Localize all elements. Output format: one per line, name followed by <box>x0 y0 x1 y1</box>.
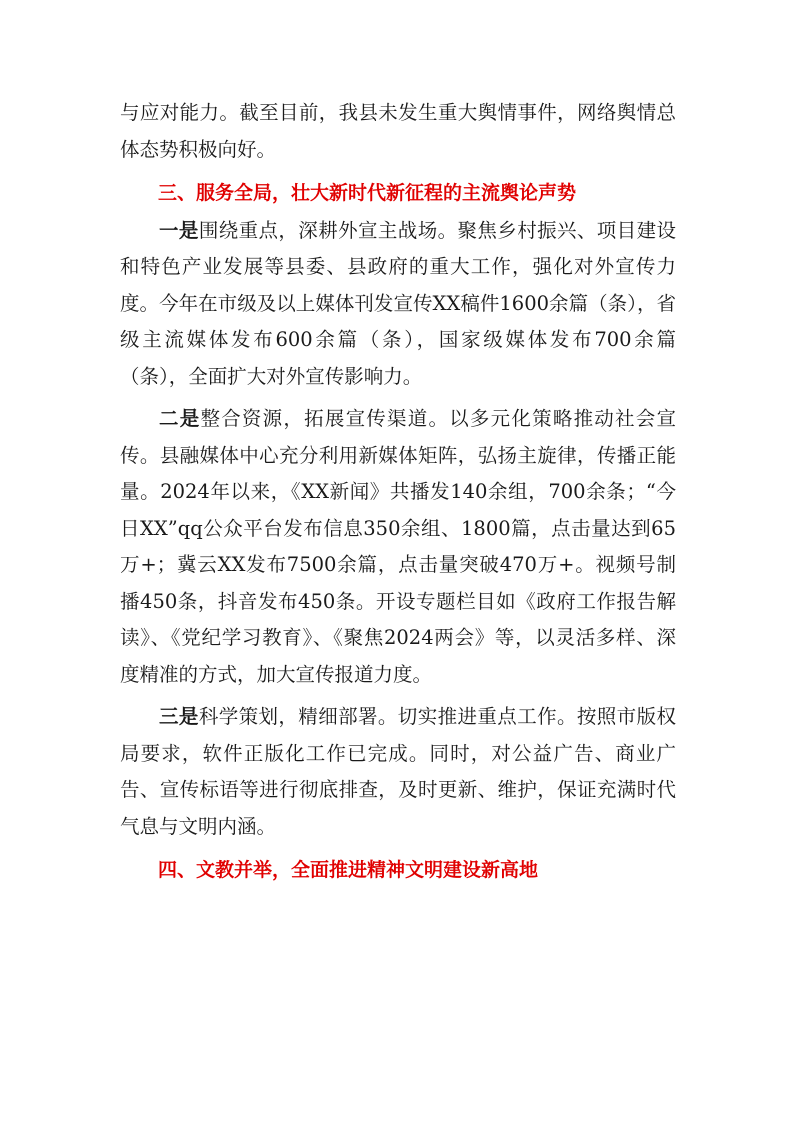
paragraph-3-text: 科学策划，精细部署。切实推进重点工作。按照市版权局要求，软件正版化工作已完成。同时，对公益广告、商业广告、宣传标语等进行彻底排查，及时更新、维护，保证充满时代气息与文明内涵。 <box>120 705 676 838</box>
spacer <box>120 845 676 851</box>
spacer <box>120 168 676 174</box>
paragraph-2-text: 整合资源，拓展宣传渠道。以多元化策略推动社会宣传。县融媒体中心充分利用新媒体矩阵，弘扬主旋律，传播正能量。2024年以来，《XX新闻》共播发140余组，700余条；“今日XX”qq公众平台发布信息350余组、1800篇，点击量达到65万+；冀云XX发布7500余篇，点击量突破470万+。视频号制播450条，抖音发布450条。开设专题栏目如《政府工作报告解读》、《党纪学习教育》、《聚焦2024两会》等，以灵活多样、深度精准的方式，加大宣传报道力度。 <box>120 407 676 686</box>
paragraph-2-lead: 二是 <box>159 407 201 430</box>
paragraph-3 <box>120 699 676 845</box>
paragraph-1-lead: 一是 <box>159 218 199 242</box>
paragraph-3-lead: 三是 <box>159 705 199 728</box>
paragraph-1 <box>120 213 676 396</box>
section-heading-4: 四、文教并举，全面推进精神文明建设新高地 <box>158 859 539 881</box>
section-heading-3: 三、服务全局，壮大新时代新征程的主流舆论声势 <box>158 182 577 204</box>
paragraph-2 <box>120 401 676 693</box>
document-body <box>120 95 676 890</box>
paragraph-1-text: 围绕重点，深耕外宣主战场。聚焦乡村振兴、项目建设和特色产业发展等县委、县政府的重大工作，强化对外宣传力度。今年在市级及以上媒体刊发宣传XX稿件1600余篇（条），省级主流媒体发布600余篇（条），国家级媒体发布700余篇（条），全面扩大对外宣传影响力。 <box>120 218 676 388</box>
intro-paragraph: 与应对能力。截至目前，我县未发生重大舆情事件，网络舆情总体态势积极向好。 <box>120 101 676 161</box>
